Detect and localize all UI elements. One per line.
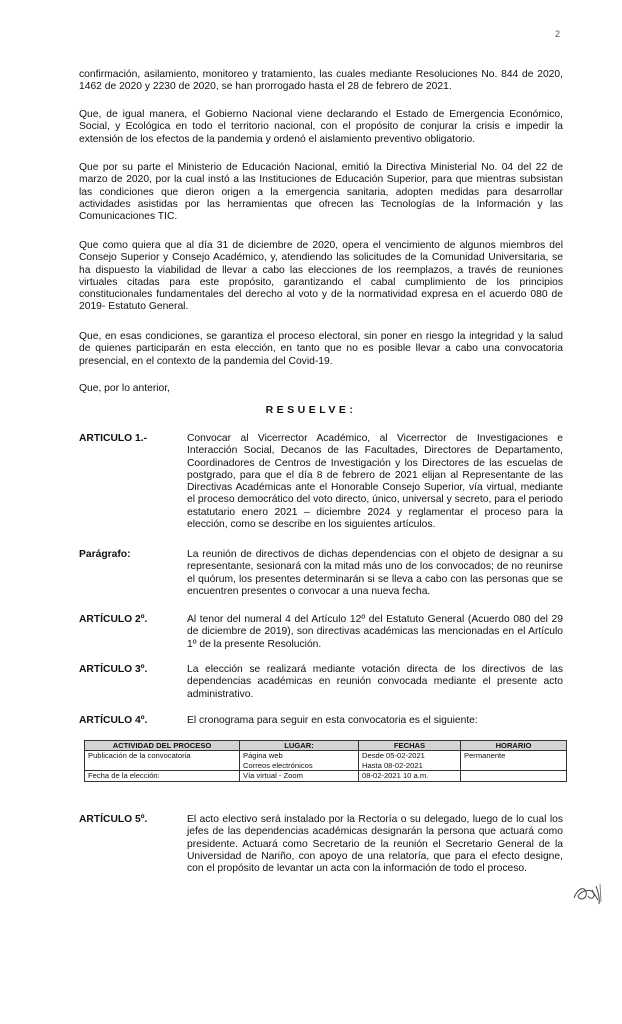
schedule-cell-place bbox=[240, 751, 359, 771]
schedule-cell-place: Vía virtual - Zoom bbox=[240, 771, 359, 781]
schedule-cell-dates: 08-02-2021 10 a.m. bbox=[359, 771, 461, 781]
schedule-header-time: HORARIO bbox=[461, 741, 567, 751]
paragraph-3: Que por su parte el Ministerio de Educación Nacional, emitió la Directiva Ministerial No. 04 del 22 de marzo de 2020, por la cual instó a las Instituciones de Educación Superior, para que mientras subsistan las condiciones que dieron origen a la emergencia sanitaria, adopten medidas para desarrollar actividades asistidas por las herramientas que ofrecen las Tecnologías de la Información y las Comunicaciones TIC. bbox=[79, 162, 563, 223]
article-5-label: ARTÍCULO 5º. bbox=[79, 814, 148, 825]
paragrafo-text: La reunión de directivos de dichas dependencias con el objeto de designar a su representante, sesionará con la mitad más uno de los convocados; de no reunirse el quórum, los presentes determinarán si se lleva a cabo con las personas que se encuentren presentes o convocar a una nueva fecha. bbox=[187, 549, 563, 597]
paragraph-5: Que, en esas condiciones, se garantiza el proceso electoral, sin poner en riesgo la integridad y la salud de quienes participarán en esta elección, en tanto que no es posible llevar a cabo una convocatoria presencial, en el contexto de la pandemia del Covid-19. bbox=[79, 331, 563, 367]
article-4-label: ARTÍCULO 4º. bbox=[79, 715, 148, 726]
paragraph-1: confirmación, asilamiento, monitoreo y tratamiento, las cuales mediante Resoluciones No. 844 de 2020, 1462 de 2020 y 2230 de 2020, se han prorrogado hasta el 28 de febrero de 2021. bbox=[79, 69, 563, 93]
schedule-header-row bbox=[85, 741, 567, 751]
article-4-text: El cronograma para seguir en esta convocatoria es el siguiente: bbox=[187, 715, 478, 726]
paragraph-4: Que como quiera que al día 31 de diciembre de 2020, opera el vencimiento de algunos miembros del Consejo Superior y Consejo Académico, y, atendiendo las solicitudes de la Comunidad Universitaria, se ha dispuesto la viabilidad de llevar a cabo las elecciones de los reemplazos, a través de reuniones virtuales citadas para este propósito, garantizando el cabal cumplimiento de los principios constitucionales fundamentales del derecho al voto y de la normatividad expresa en el acuerdo 080 de 2019- Estatuto General. bbox=[79, 240, 563, 313]
place-line: Página web bbox=[243, 751, 283, 761]
schedule-header-place: LUGAR: bbox=[240, 741, 359, 751]
date-line: Desde 05-02-2021 bbox=[362, 751, 425, 761]
initials-signature bbox=[570, 880, 604, 908]
table-row bbox=[85, 751, 567, 771]
date-line: Hasta 08-02-2021 bbox=[362, 760, 423, 770]
schedule-header-dates: FECHAS bbox=[359, 741, 461, 751]
page-number: 2 bbox=[555, 29, 561, 39]
schedule-table bbox=[84, 740, 567, 782]
schedule-cell-dates bbox=[359, 751, 461, 771]
paragrafo-label: Parágrafo: bbox=[79, 549, 131, 560]
article-3-label: ARTÍCULO 3º. bbox=[79, 664, 148, 675]
article-2-text: Al tenor del numeral 4 del Artículo 12º del Estatuto General (Acuerdo 080 del 29 de diciembre de 2019), son directivas académicas las mencionadas en el Artículo 1º de la presente Resolución. bbox=[187, 614, 563, 650]
article-2-label: ARTÍCULO 2º. bbox=[79, 614, 148, 625]
place-line: Correos electrónicos bbox=[243, 760, 313, 770]
paragraph-2: Que, de igual manera, el Gobierno Nacional viene declarando el Estado de Emergencia Económico, Social, y Ecológica en todo el territorio nacional, con el propósito de conjurar la crisis e impedir la extensión de los efectos de la pandemia y ordenó el aislamiento preventivo obligatorio. bbox=[79, 109, 563, 145]
schedule-header-activity: ACTIVIDAD DEL PROCESO bbox=[85, 741, 240, 751]
article-5-text: El acto electivo será instalado por la Rectoría o su delegado, luego de lo cual los jefes de las dependencias académicas designarán la persona que actuará como presidente. Actuará como Secretario de la reunión el Secretario General de la Universidad de Nariño, con apoyo de una relatoría, que para el efecto designe, con el propósito de levantar un acta con la información de todo el proceso. bbox=[187, 814, 563, 875]
schedule-cell-activity: Fecha de la elección: bbox=[85, 771, 240, 781]
resuelve-heading: RESUELVE: bbox=[265, 404, 357, 416]
article-1-text: Convocar al Vicerrector Académico, al Vicerrector de Investigaciones e Interacción Social, Decanos de las Facultades, Directores de Departamento, Coordinadores de Centros de Investigación y los Directores de las escuelas de postgrado, para que el día 8 de febrero de 2021 elijan al Representante de las Directivas Académicas ante el Honorable Consejo Superior, vía virtual, mediante el proceso democrático del voto directo, único, universal y secreto, para el periodo estatutario enero 2021 – diciembre 2024 y reglamentar el proceso para la elección, como se describe en los siguientes artículos. bbox=[187, 433, 563, 531]
article-3-text: La elección se realizará mediante votación directa de los directivos de las dependencias académicas en reunión convocada mediante el presente acto administrativo. bbox=[187, 664, 563, 700]
schedule-cell-activity: Publicación de la convocatoria bbox=[85, 751, 240, 771]
schedule-cell-time bbox=[461, 771, 567, 781]
schedule-cell-time: Permanente bbox=[461, 751, 567, 771]
paragraph-6: Que, por lo anterior, bbox=[79, 383, 171, 394]
table-row bbox=[85, 771, 567, 781]
article-1-label: ARTICULO 1.- bbox=[79, 433, 148, 444]
